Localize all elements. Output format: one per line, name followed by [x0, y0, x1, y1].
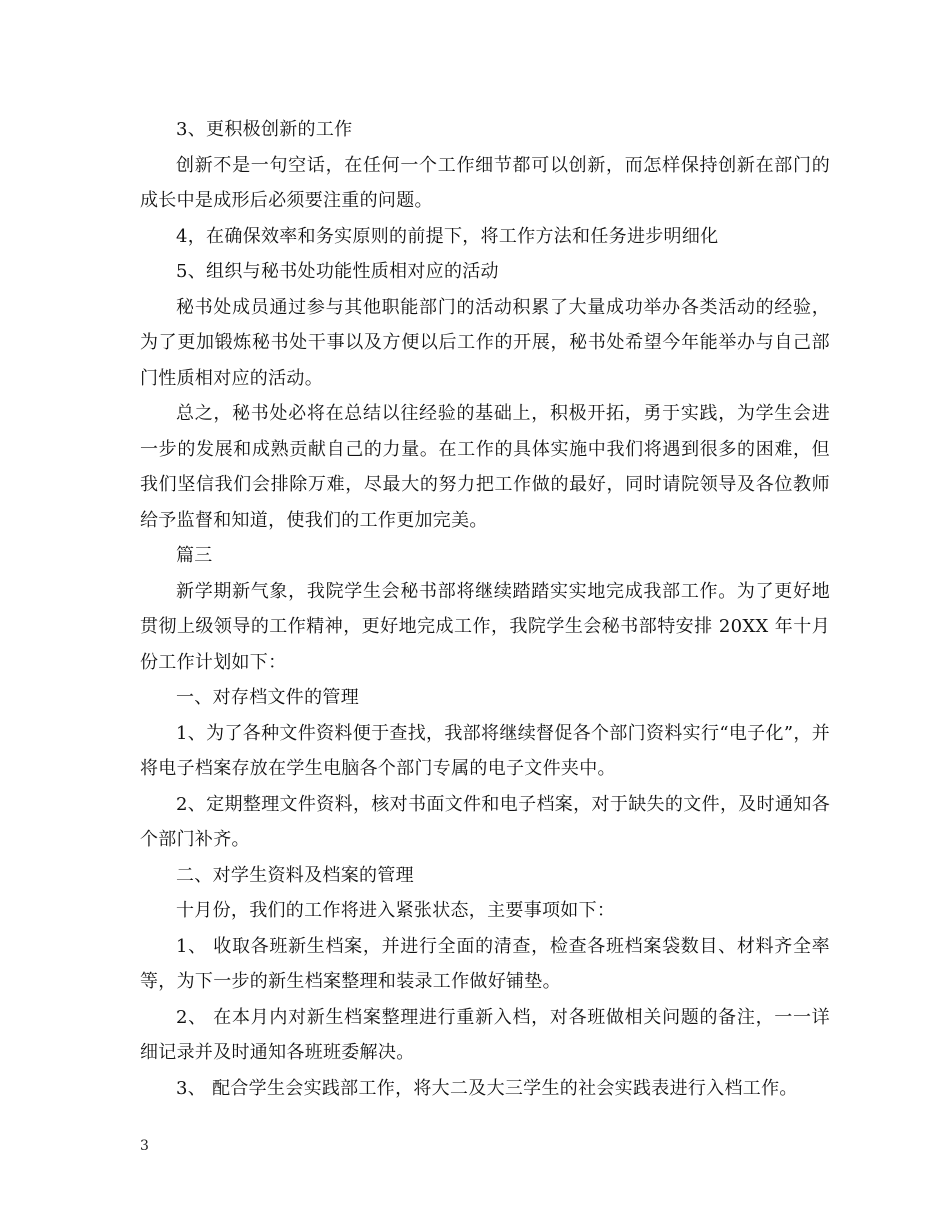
paragraph: 秘书处成员通过参与其他职能部门的活动积累了大量成功举办各类活动的经验，为了更加锻炼秘书处干事以及方便以后工作的开展，秘书处希望今年能举办与自己部门性质相对应的活动。	[140, 296, 830, 389]
list-item: 1、为了各种文件资料便于查找，我部将继续督促各个部门资料实行“电子化”，并将电子档案存放在学生电脑各个部门专属的电子文件夹中。	[140, 722, 830, 779]
list-item: 2、定期整理文件资料，核对书面文件和电子档案，对于缺失的文件，及时通知各个部门补齐。	[140, 793, 830, 850]
chapter-heading: 篇三	[176, 545, 213, 566]
section-heading: 二、对学生资料及档案的管理	[176, 864, 414, 886]
paragraph: 十月份，我们的工作将进入紧张状态，主要事项如下：	[176, 900, 616, 921]
paragraph: 新学期新气象，我院学生会秘书部将继续踏踏实实地完成我部工作。为了更好地贯彻上级领导的工作精神，更好地完成工作，我院学生会秘书部特安排 20XX 年十月份工作计划如下：	[140, 580, 830, 673]
document-body	[140, 112, 830, 1106]
page-number: 3	[140, 1138, 149, 1154]
section-heading: 3、更积极创新的工作	[176, 119, 353, 140]
section-heading: 4，在确保效率和务实原则的前提下，将工作方法和任务进步明细化	[176, 225, 719, 247]
list-item: 3、 配合学生会实践部工作，将大二及大三学生的社会实践表进行入档工作。	[176, 1077, 798, 1099]
section-heading: 5、组织与秘书处功能性质相对应的活动	[176, 261, 499, 282]
list-item: 1、 收取各班新生档案，并进行全面的清查，检查各班档案袋数目、材料齐全率等，为下一步的新生档案整理和装录工作做好铺垫。	[140, 935, 830, 992]
section-heading: 一、对存档文件的管理	[176, 687, 359, 708]
list-item: 2、 在本月内对新生档案整理进行重新入档，对各班做相关问题的备注，一一详细记录并及时通知各班班委解决。	[140, 1006, 830, 1063]
paragraph: 总之，秘书处必将在总结以往经验的基础上，积极开拓，勇于实践，为学生会进一步的发展和成熟贡献自己的力量。在工作的具体实施中我们将遇到很多的困难，但我们坚信我们会排除万难，尽最大的努力把工作做的最好，同时请院领导及各位教师给予监督和知道，使我们的工作更加完美。	[140, 403, 830, 531]
paragraph: 创新不是一句空话，在任何一个工作细节都可以创新，而怎样保持创新在部门的成长中是成形后必须要注重的问题。	[140, 154, 830, 211]
